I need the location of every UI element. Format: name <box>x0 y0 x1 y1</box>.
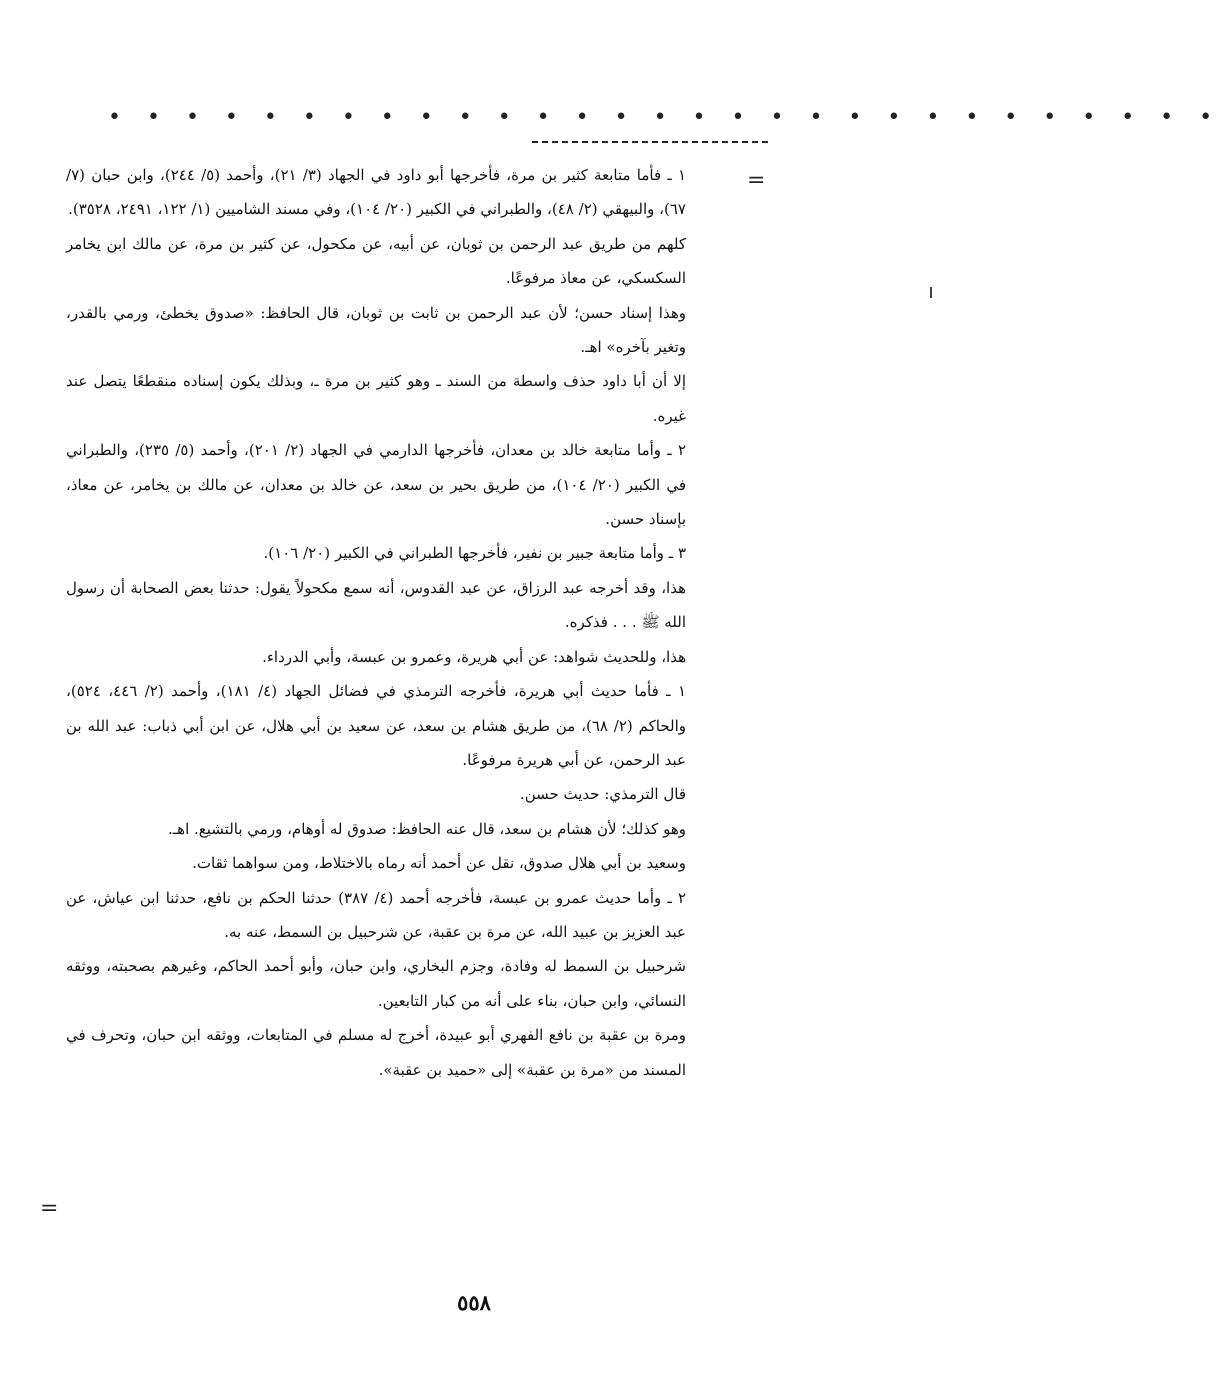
paragraph: وسعيد بن أبي هلال صدوق، نقل عن أحمد أنه رماه بالاختلاط، ومن سواهما ثقات. <box>192 854 686 873</box>
paragraph: قال الترمذي: حديث حسن. <box>519 785 686 804</box>
margin-continuation-mark-bottom: = <box>40 1196 59 1221</box>
paragraph: ومرة بن عقبة بن نافع الفهري أبو عبيدة، أخرج له مسلم في المتابعات، ووثقه ابن حبان، وتحرف في المسند من «مرة بن عقبة» إلى «حميد بن عقبة». <box>66 1026 686 1079</box>
paragraph: هذا، وللحديث شواهد: عن أبي هريرة، وعمرو بن عبسة، وأبي الدرداء. <box>262 647 686 666</box>
paragraph: وهذا إسناد حسن؛ لأن عبد الرحمن بن ثابت بن ثوبان، قال الحافظ: «صدوق يخطئ، ورمي بالقدر، وتغير بآخره» اهـ. <box>66 303 686 357</box>
paragraph: شرحبيل بن السمط له وفادة، وجزم البخاري، وابن حبان، وأبو أحمد الحاكم، وغيرهم بصحبته، ووثقه النسائي، وابن حبان، بناء على أنه من كبار التابعين. <box>66 957 686 1010</box>
paragraph: ١ ـ فأما حديث أبي هريرة، فأخرجه الترمذي في فضائل الجهاد (٤/ ١٨١)، وأحمد (٢/ ٤٤٦، ٥٢٤)، والحاكم (٢/ ٦٨)، من طريق هشام بن سعد، عن سعيد بن أبي هلال، عن ابن أبي ذباب: عبد الله بن عبد الرحمن، عن أبي هريرة مرفوعًا. <box>66 682 687 769</box>
paragraph: هذا، وقد أخرجه عبد الرزاق، عن عبد القدوس، أنه سمع مكحولاً يقول: حدثنا بعض الصحابة أن رسول الله ﷺ . . . فذكره. <box>66 578 686 632</box>
header-dots-rule: • • • • • • • • • • • • • • • • • • • • • • • • • • • • • <box>108 105 1222 130</box>
paragraph: ٢ ـ وأما متابعة خالد بن معدان، فأخرجها الدارمي في الجهاد (٢/ ٢٠١)، وأحمد (٥/ ٢٣٥)، والطبراني في الكبير (٢٠/ ١٠٤)، من طريق بحير بن سعد، عن خالد بن معدان، عن مالك بن يخامر، عن معاذ، بإسناد حسن. <box>66 441 686 529</box>
paragraph: وهو كذلك؛ لأن هشام بن سعد، قال عنه الحافظ: صدوق له أوهام، ورمي بالتشيع. اهـ. <box>168 819 686 838</box>
paragraph: كلهم من طريق عبد الرحمن بن ثوبان، عن أبيه، عن مكحول، عن كثير بن مرة، عن مالك ابن يخامر السكسكي، عن معاذ مرفوعًا. <box>66 234 686 288</box>
page-number: ٥٥٨ <box>457 1290 491 1315</box>
paragraph: ٢ ـ وأما حديث عمرو بن عبسة، فأخرجه أحمد (٤/ ٣٨٧) حدثنا الحكم بن نافع، حدثنا ابن عياش، عن عبد العزيز بن عبيد الله، عن مرة بن عقبة، عن شرحبيل بن السمط، عنه به. <box>66 888 687 941</box>
paragraph: إلا أن أبا داود حذف واسطة من السند ـ وهو كثير بن مرة ـ، وبذلك يكون إسناده منقطعًا يتصل عند غيره. <box>66 372 686 425</box>
margin-continuation-mark-top: = <box>747 168 766 193</box>
footnote-separator-line <box>532 141 768 143</box>
paragraph: ٣ ـ وأما متابعة جبير بن نفير، فأخرجها الطبراني في الكبير (٢٠/ ١٠٦). <box>263 544 686 563</box>
paragraph: ١ ـ فأما متابعة كثير بن مرة، فأخرجها أبو داود في الجهاد (٣/ ٢١)، وأحمد (٥/ ٢٤٤)، وابن حبان (٧/ ٦٧)، والبيهقي (٢/ ٤٨)، والطبراني في الكبير (٢٠/ ١٠٤)، وفي مسند الشاميين (١/ ١٢٢، ٢٤٩١، ٣٥٢٨). <box>66 166 687 219</box>
footnote-body <box>66 158 686 1087</box>
margin-tick-mark <box>930 287 932 298</box>
